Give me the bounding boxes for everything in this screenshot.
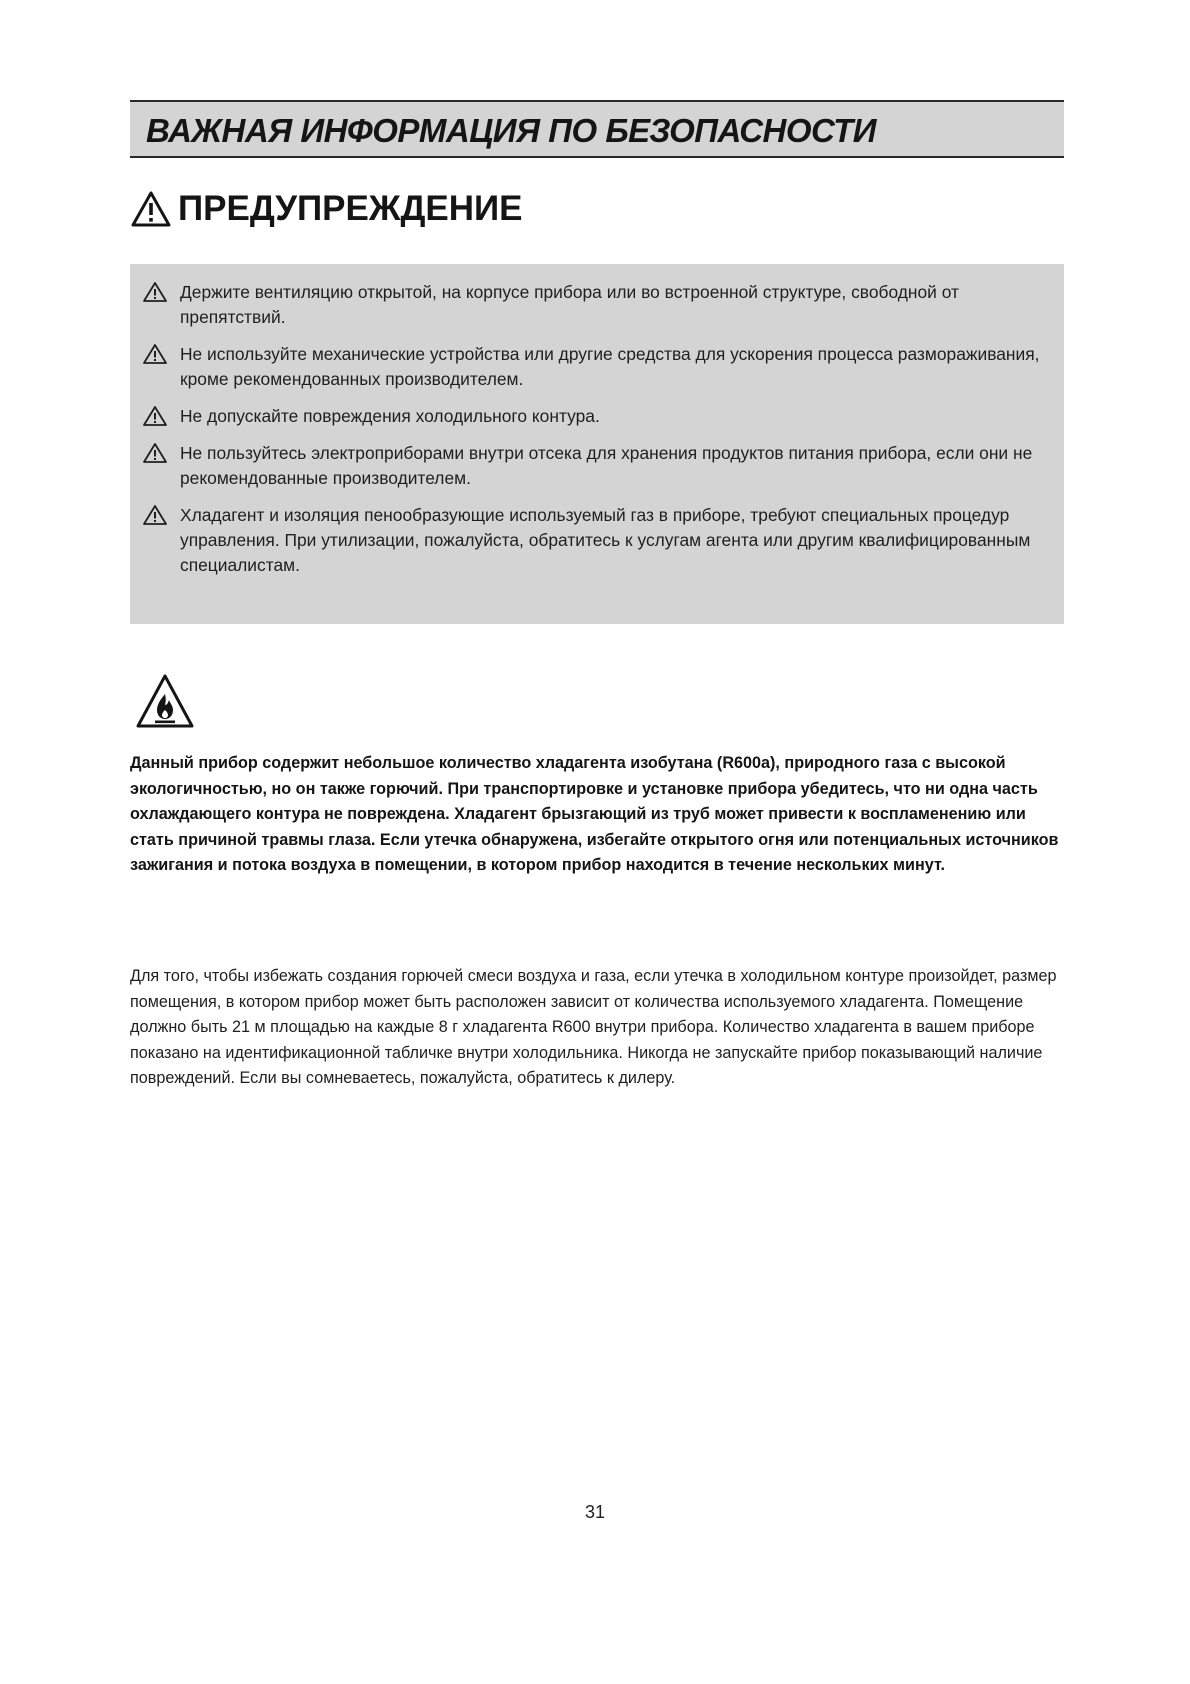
flammable-warning-paragraph: Данный прибор содержит небольшое количество хладагента изобутана (R600a), природного газа с высокой экологичностью, но он также горючий. При транспортировке и установке прибора убедитесь, что ни одна часть охлаждающего контура не повреждена. Хладагент брызгающий из труб может привести к воспламенению или стать причиной травмы глаза. Если утечка обнаружена, избегайте открытого огня или потенциальных источников зажигания и потока воздуха в помещении, в котором прибор находится в течение нескольких минут. (130, 754, 1059, 875)
warning-triangle-icon (142, 405, 168, 427)
warning-item (142, 441, 1044, 491)
warning-triangle-icon (142, 281, 168, 303)
warning-item-text: Не допускайте повреждения холодильного контура. (180, 406, 600, 426)
section-title: ВАЖНАЯ ИНФОРМАЦИЯ ПО БЕЗОПАСНОСТИ (146, 112, 877, 149)
flammable-warning-icon (134, 672, 196, 730)
warning-triangle-icon (130, 190, 172, 228)
warning-triangle-icon (142, 504, 168, 526)
warning-item-text: Не пользуйтесь электроприборами внутри отсека для хранения продуктов питания прибора, если они не рекомендованные производителем. (180, 443, 1033, 488)
warning-triangle-icon (142, 343, 168, 365)
warning-item (142, 503, 1044, 578)
warning-item-text: Держите вентиляцию открытой, на корпусе прибора или во встроенной структуре, свободной от препятствий. (180, 282, 959, 327)
section-header (130, 100, 1064, 158)
warning-heading (130, 187, 523, 231)
warning-item (142, 280, 1044, 330)
page-number: 31 (584, 1502, 606, 1522)
warning-item (142, 342, 1044, 392)
room-size-paragraph: Для того, чтобы избежать создания горючей смеси воздуха и газа, если утечка в холодильном контуре произойдет, размер помещения, в котором прибор может быть расположен зависит от количества используемого хладагента. Помещение должно быть 21 м площадью на каждые 8 г хладагента R600 внутри прибора. Количество хладагента в вашем приборе показано на идентификационной табличке внутри холодильника. Никогда не запускайте прибор показывающий наличие повреждений. Если вы сомневаетесь, пожалуйста, обратитесь к дилеру. (130, 967, 1057, 1088)
warning-item-text: Хладагент и изоляция пенообразующие используемый газ в приборе, требуют специальных процедур управления. При утилизации, пожалуйста, обратитесь к услугам агента или другим квалифицированным специалистам. (180, 505, 1031, 575)
warning-item (142, 404, 1044, 429)
warning-box (130, 264, 1064, 624)
warning-triangle-icon (142, 442, 168, 464)
warning-heading-text: ПРЕДУПРЕЖДЕНИЕ (178, 189, 523, 228)
warning-item-text: Не используйте механические устройства или другие средства для ускорения процесса размораживания, кроме рекомендованных производителем. (180, 344, 1040, 389)
